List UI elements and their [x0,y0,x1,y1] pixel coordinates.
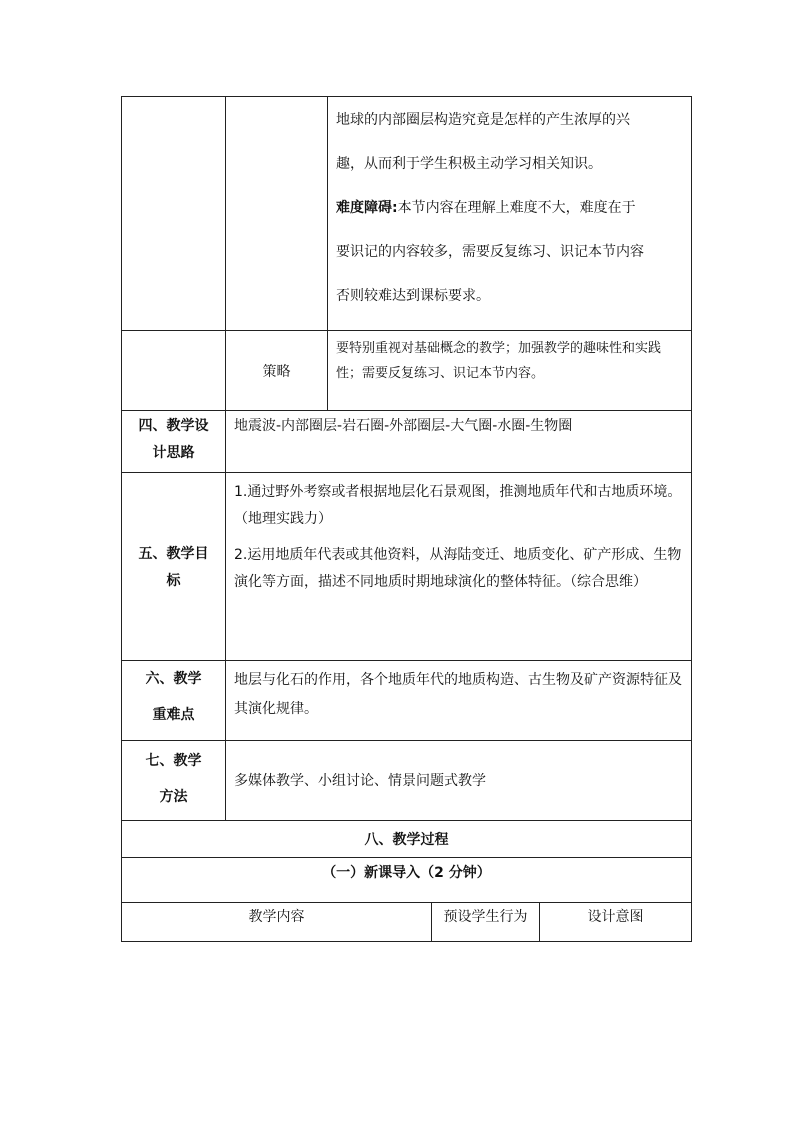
process-title: 八、教学过程 [122,821,692,858]
column-header-student [432,903,540,942]
design-label [122,411,226,473]
cell-empty-label [122,97,226,331]
column-header-content-text: 教学内容 [248,909,305,925]
design-content: 地震波-内部圈层-岩石圈-外部圈层-大气圈-水圈-生物圈 [234,418,573,434]
key-points-label-line-2: 重难点 [152,707,195,723]
strategy-label: 策略 [226,331,328,411]
row-situation-continued [122,97,692,331]
intro-line-1: 地球的内部圈层构造究竟是怎样的产生浓厚的兴 [336,112,630,128]
intro-line-2: 趣，从而利于学生积极主动学习相关知识。 [336,156,602,172]
column-header-student-text: 预设学生行为 [443,909,528,925]
key-points-label-line-1: 六、教学 [145,671,202,687]
goals-label-line-1: 五、教学目 [138,545,209,562]
design-label-line-1: 四、教学设 [138,418,209,434]
row-design [122,411,692,473]
methods-label-line-2: 方法 [159,789,188,805]
row-key-points [122,661,692,741]
goal-item-2: 2.运用地质年代表或其他资料，从海陆变迁、地质变化、矿产形成、生物演化等方面，描述不同地质时期地球演化的整体特征。（综合思维） [234,547,682,590]
cell-empty-sublabel [226,97,328,331]
row-methods [122,741,692,821]
cell-situation-content [328,97,692,331]
row-process-title [122,821,692,858]
row-process-subtitle [122,858,692,903]
methods-content: 多媒体教学、小组讨论、情景问题式教学 [234,772,486,789]
strategy-line-1: 要特别重视对基础概念的教学；加强教学的趣味性和实践 [336,341,662,356]
difficulty-line-2: 要识记的内容较多，需要反复练习、识记本节内容 [336,244,644,260]
key-points-label [122,661,226,741]
methods-label [122,741,226,821]
methods-label-line-1: 七、教学 [145,753,202,769]
column-header-intent [540,903,692,942]
goals-label [122,473,226,661]
goals-label-line-2: 标 [166,572,181,589]
key-points-content: 地层与化石的作用，各个地质年代的地质构造、古生物及矿产资源特征及其演化规律。 [234,672,682,717]
strategy-line-2: 性；需要反复练习、识记本节内容。 [336,366,545,381]
cell-goals-content [226,473,692,661]
difficulty-label: 难度障碍: [336,200,398,216]
process-subtitle-text: （一）新课导入（2 分钟） [322,865,491,881]
difficulty-text-1: 本节内容在理解上难度不大，难度在于 [397,200,636,216]
cell-strategy-content [328,331,692,411]
difficulty-line-1 [336,186,683,230]
column-header-intent-text: 设计意图 [587,909,644,925]
row-process-columns [122,903,692,942]
row-strategy [122,331,692,411]
cell-key-points-content [226,661,692,741]
column-header-content [122,903,432,942]
difficulty-line-3: 否则较难达到课标要求。 [336,288,490,304]
goal-item-1: 1.通过野外考察或者根据地层化石景观图，推测地质年代和古地质环境。（地理实践力） [234,484,682,527]
row-goals [122,473,692,661]
cell-methods-content [226,741,692,821]
design-label-line-2: 计思路 [152,445,195,461]
process-subtitle [122,858,692,903]
lesson-plan-table [121,96,692,942]
cell-empty-label-2 [122,331,226,411]
cell-design-content [226,411,692,473]
